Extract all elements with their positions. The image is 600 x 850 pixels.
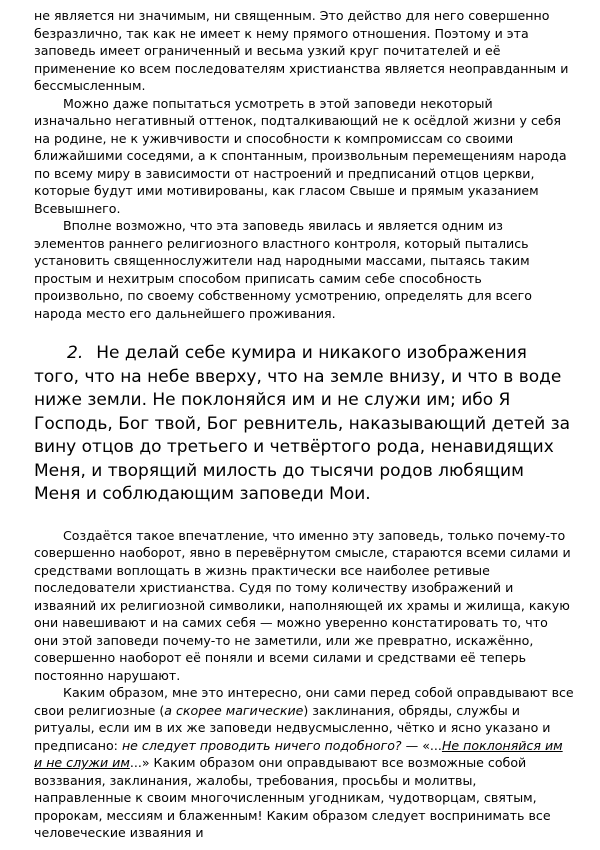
question-seg-3: ) заклинания, обряды, службы и ритуалы, если им в их же заповеди недвусмысленно, чётко и ясно указано и предписано: [34, 702, 551, 753]
question-seg-2-italic: а скорее магические [164, 702, 304, 718]
paragraph: Можно даже попытаться усмотреть в этой заповеди некоторый изначально негативный оттенок, подталкивающий не к осёдлой жизни у себя на родине, не к уживчивости и способности к компромиссам со своими ближайшими соседями, а к спонтанным, произвольным перемещениям народа по всему миру в зависимости от настроений и предписаний отцов церкви, которые будут ими мотивированы, как гласом Свыше и прямым указанием Всевышнего. [34, 95, 567, 216]
paragraph-question [34, 684, 574, 842]
question-seg-4-italic: не следует проводить ничего подобного? [121, 737, 402, 753]
paragraph-impression: Создаётся такое впечатление, что именно эту заповедь, только почему-то совершенно наоборот, явно в перевёрнутом смысле, стараются всеми силами и средствами воплощать в жизнь практически все наиболее ретивые последователи христианства. Судя по тому количеству изображений и изваяний их религиозной символики, наполняющей их храмы и жилища, какую они навешивают и на самих себя — можно уверенно констатировать то, что они этой заповеди почему-то не заметили, или же превратно, искажённо, совершенно наоборот её поняли и всеми силами и средствами её теперь постоянно нарушают. [34, 527, 571, 683]
commandment-quote [34, 342, 574, 507]
question-seg-1: Каким образом, мне это интересно, они сами перед собой оправдывают все свои религиозные ( [34, 685, 574, 718]
question-seg-7: ...» Каким образом они оправдывают все возможные собой воззвания, заклинания, жалобы, требования, просьбы и молитвы, направленные к своим многочисленным угодникам, чудотворцам, святым, пророкам, мессиям и блаженным! Каким образом следует воспринимать все человеческие изваяния и [34, 755, 551, 840]
paragraph: Вполне возможно, что эта заповедь явилась и является одним из элементов раннего религиозного властного контроля, который пытались установить священнослужители над народными массами, пытаясь таким простым и нехитрым способом приписать самим себе способность произвольно, по своему собственному усмотрению, определять для всего народа место его дальнейшего проживания. [34, 218, 532, 321]
paragraph-continued: не является ни значимым, ни священным. Это действо для него совершенно безразлично, так как не имеет к нему прямого отношения. Поэтому и эта заповедь имеет ограниченный и весьма узкий круг почитателей и её применение ко всем последователям христианства является неоправданным и бессмысленным. [34, 8, 569, 93]
question-seg-5: — «... [401, 737, 442, 753]
question-seg-6-quote: Не поклоняйся им и не служи им [34, 737, 563, 770]
commandment-number: 2. [67, 343, 84, 363]
commandment-text: Не делай себе кумира и никакого изображения того, что на небе вверху, что на земле внизу, и что в воде ниже земли. Не поклоняйся им и не служи им; ибо Я Господь, Бог твой, Бог ревнитель, наказывающий детей за вину отцов до третьего и четвёртого рода, ненавидящих Меня, и творящий милость до тысячи родов любящим Меня и соблюдающим заповеди Мои. [34, 343, 571, 504]
